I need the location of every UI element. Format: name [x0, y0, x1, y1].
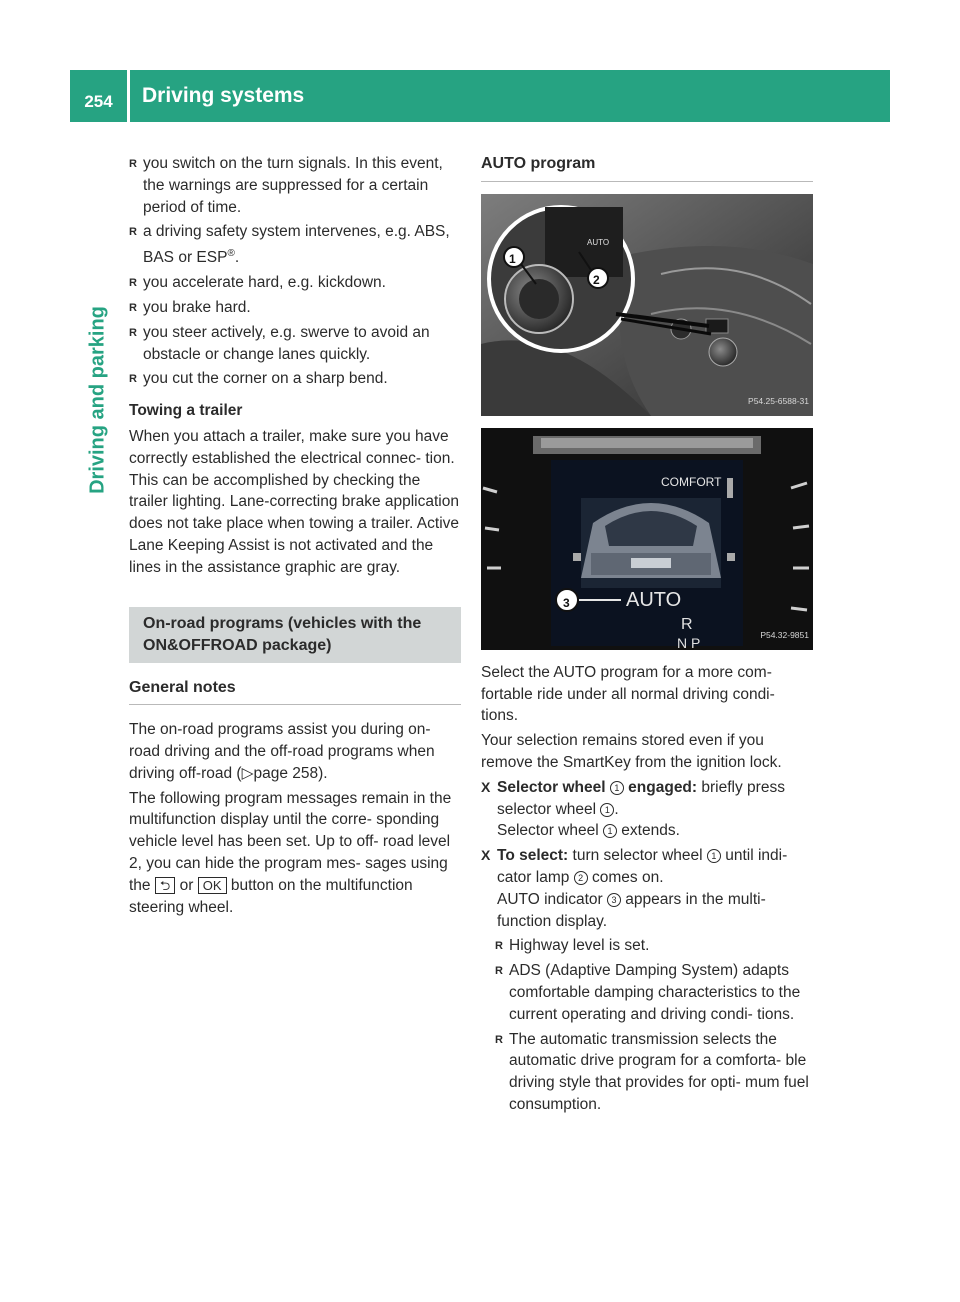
auto-paragraph-1: Select the AUTO program for a more com- fortable ride under all normal driving condi- tions.	[481, 663, 775, 725]
right-column	[481, 153, 813, 1119]
towing-paragraph: When you attach a trailer, make sure you have correctly established the electrical connec- tion. This can be accomplished by checking the trailer lighting. Lane-correcting brake application does not take place when towing a trailer. Active Lane Keeping Assist is not activated and the lines in the assistance graphic are gray.	[129, 427, 460, 576]
towing-heading: Towing a trailer	[129, 402, 243, 420]
center-console-illustration	[481, 194, 813, 416]
section-box-onroad: On-road programs (vehicles with the ON&OFFROAD package)	[129, 607, 461, 663]
page-number: 254	[84, 92, 113, 111]
callout-2-icon: 2	[574, 871, 588, 885]
gear-np: N P	[677, 634, 701, 650]
step-select: X To select: turn selector wheel 1 until indi- cator lamp 2 comes on. AUTO indicator 3 appears in the multi- function display.	[481, 845, 813, 932]
figure-code: P54.32-9851	[760, 630, 809, 640]
gear-r: R	[681, 615, 693, 633]
sidebar-section-label: Driving and parking	[86, 306, 109, 494]
left-column	[129, 153, 461, 921]
auto-indicator-label: AUTO	[626, 588, 682, 611]
callout-3: 3	[563, 595, 570, 610]
list-item: R ADS (Adaptive Damping System) adapts comfortable damping characteristics to the current operating and driving condi- tions.	[495, 960, 813, 1025]
list-item: R you steer actively, e.g. swerve to avoid an obstacle or change lanes quickly.	[129, 322, 461, 366]
page-ref-link[interactable]: page 258).	[253, 764, 328, 782]
list-item: R The automatic transmission selects the automatic drive program for a comforta- ble driving style that provides for opti- mum fuel consumption.	[495, 1029, 813, 1116]
list-item: R you brake hard.	[129, 297, 461, 319]
back-button-icon: ⮌	[155, 877, 175, 894]
auto-button-label: AUTO	[587, 237, 610, 247]
list-item: R you cut the corner on a sharp bend.	[129, 368, 461, 390]
auto-program-heading: AUTO program	[481, 153, 813, 182]
callout-1-icon: 1	[603, 824, 617, 838]
comfort-label: COMFORT	[661, 474, 722, 489]
chapter-title: Driving systems	[142, 84, 305, 107]
list-item: R you switch on the turn signals. In this event, the warnings are suppressed for a certain period of time.	[129, 153, 461, 218]
list-item: R you accelerate hard, e.g. kickdown.	[129, 272, 461, 294]
list-item: R a driving safety system intervenes, e.g. ABS, BAS or ESP®.	[129, 221, 461, 269]
sidebar-gap	[70, 122, 127, 1202]
general-notes-heading: General notes	[129, 677, 461, 706]
center-console-figure	[481, 194, 813, 416]
callout-1-icon: 1	[707, 849, 721, 863]
general-paragraph-2: The following program messages remain in the multifunction display until the corre- sponding vehicle level has been set. Up to off- road level 2, you can hide the program mes- sages using the ⮌ or OK button on the multifunction steering wheel.	[129, 789, 452, 916]
callout-1: 1	[509, 251, 516, 266]
step-engage: X Selector wheel 1 engaged: briefly press selector wheel 1 . Selector wheel 1 extends.	[481, 777, 813, 842]
callout-1-icon: 1	[610, 781, 624, 795]
figure-code: P54.25-6588-31	[748, 396, 809, 406]
general-paragraph-1: The on-road programs assist you during on- road driving and the off-road programs when driving off-road (▷page 258).	[129, 721, 435, 782]
auto-paragraph-2: Your selection remains stored even if you remove the SmartKey from the ignition lock.	[481, 732, 782, 771]
callout-2: 2	[593, 272, 600, 287]
header-separator	[127, 70, 130, 122]
instrument-cluster-illustration	[481, 428, 813, 650]
instrument-cluster-figure	[481, 428, 813, 650]
callout-3-icon: 3	[607, 893, 621, 907]
list-item: R Highway level is set.	[495, 935, 813, 957]
callout-1-icon: 1	[600, 803, 614, 817]
ok-button-icon: OK	[198, 877, 227, 894]
page-ref-arrow-icon: ▷	[241, 764, 254, 782]
